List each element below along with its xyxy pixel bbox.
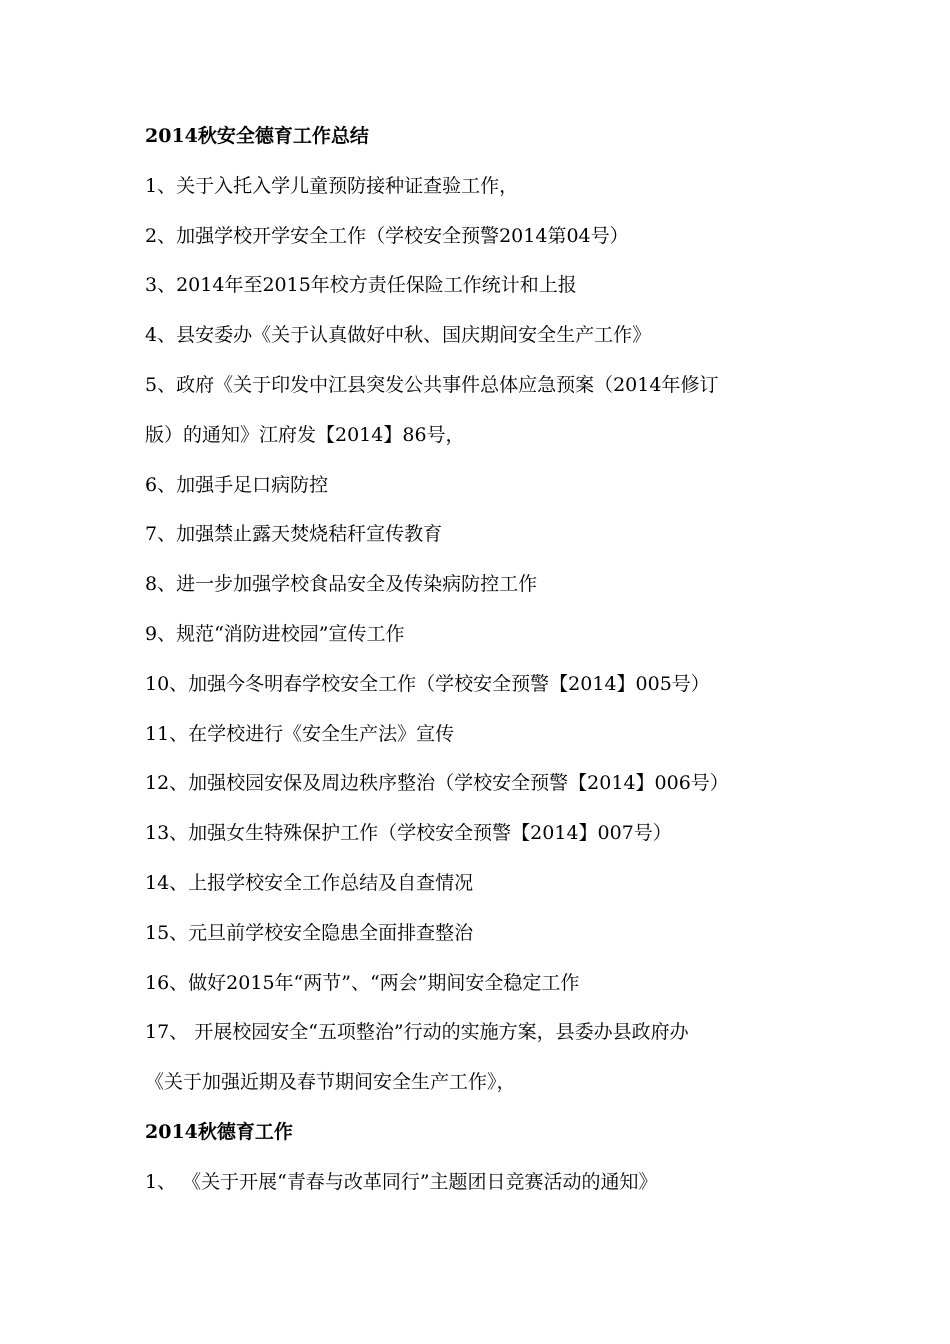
- list-item-17-continued: 《关于加强近期及春节期间安全生产工作》，: [145, 1071, 516, 1094]
- list-item-5-continued: 版）的通知》江府发【2014】86号，: [145, 423, 465, 446]
- list-item-3: 3、2014年至2015年校方责任保险工作统计和上报: [145, 274, 577, 297]
- list-item-7: 7、加强禁止露天焚烧秸秆宣传教育: [145, 523, 443, 546]
- list-item-14: 14、上报学校安全工作总结及自查情况: [145, 871, 474, 894]
- moral-list-item-1: 1、 《关于开展“青春与改革同行”主题团日竞赛活动的通知》: [145, 1170, 658, 1193]
- list-item-15: 15、元旦前学校安全隐患全面排查整治: [145, 921, 474, 944]
- list-item-4: 4、县安委办《关于认真做好中秋、国庆期间安全生产工作》: [145, 324, 652, 347]
- document-page: [145, 118, 825, 1214]
- list-item-6: 6、加强手足口病防控: [145, 473, 329, 496]
- section-title-moral-work: 2014秋德育工作: [145, 1120, 293, 1143]
- list-item-13: 13、加强女生特殊保护工作（学校安全预警【2014】007号）: [145, 822, 672, 845]
- list-item-17: 17、 开展校园安全“五项整治”行动的实施方案，县委办县政府办: [145, 1021, 689, 1044]
- list-item-16: 16、做好2015年“两节”、“两会”期间安全稳定工作: [145, 971, 580, 994]
- list-item-5: 5、政府《关于印发中江县突发公共事件总体应急预案（2014年修订: [145, 373, 719, 396]
- list-item-8: 8、进一步加强学校食品安全及传染病防控工作: [145, 573, 538, 596]
- list-item-11: 11、在学校进行《安全生产法》宣传: [145, 722, 455, 745]
- list-item-9: 9、规范“消防进校园”宣传工作: [145, 622, 405, 645]
- list-item-1: 1、关于入托入学儿童预防接种证查验工作，: [145, 174, 519, 197]
- section-title-safety-moral-summary: 2014秋安全德育工作总结: [145, 125, 369, 147]
- list-item-12: 12、加强校园安保及周边秩序整治（学校安全预警【2014】006号）: [145, 772, 729, 795]
- list-item-2: 2、加强学校开学安全工作（学校安全预警2014第04号）: [145, 224, 629, 247]
- list-item-10: 10、加强今冬明春学校安全工作（学校安全预警【2014】005号）: [145, 672, 710, 695]
